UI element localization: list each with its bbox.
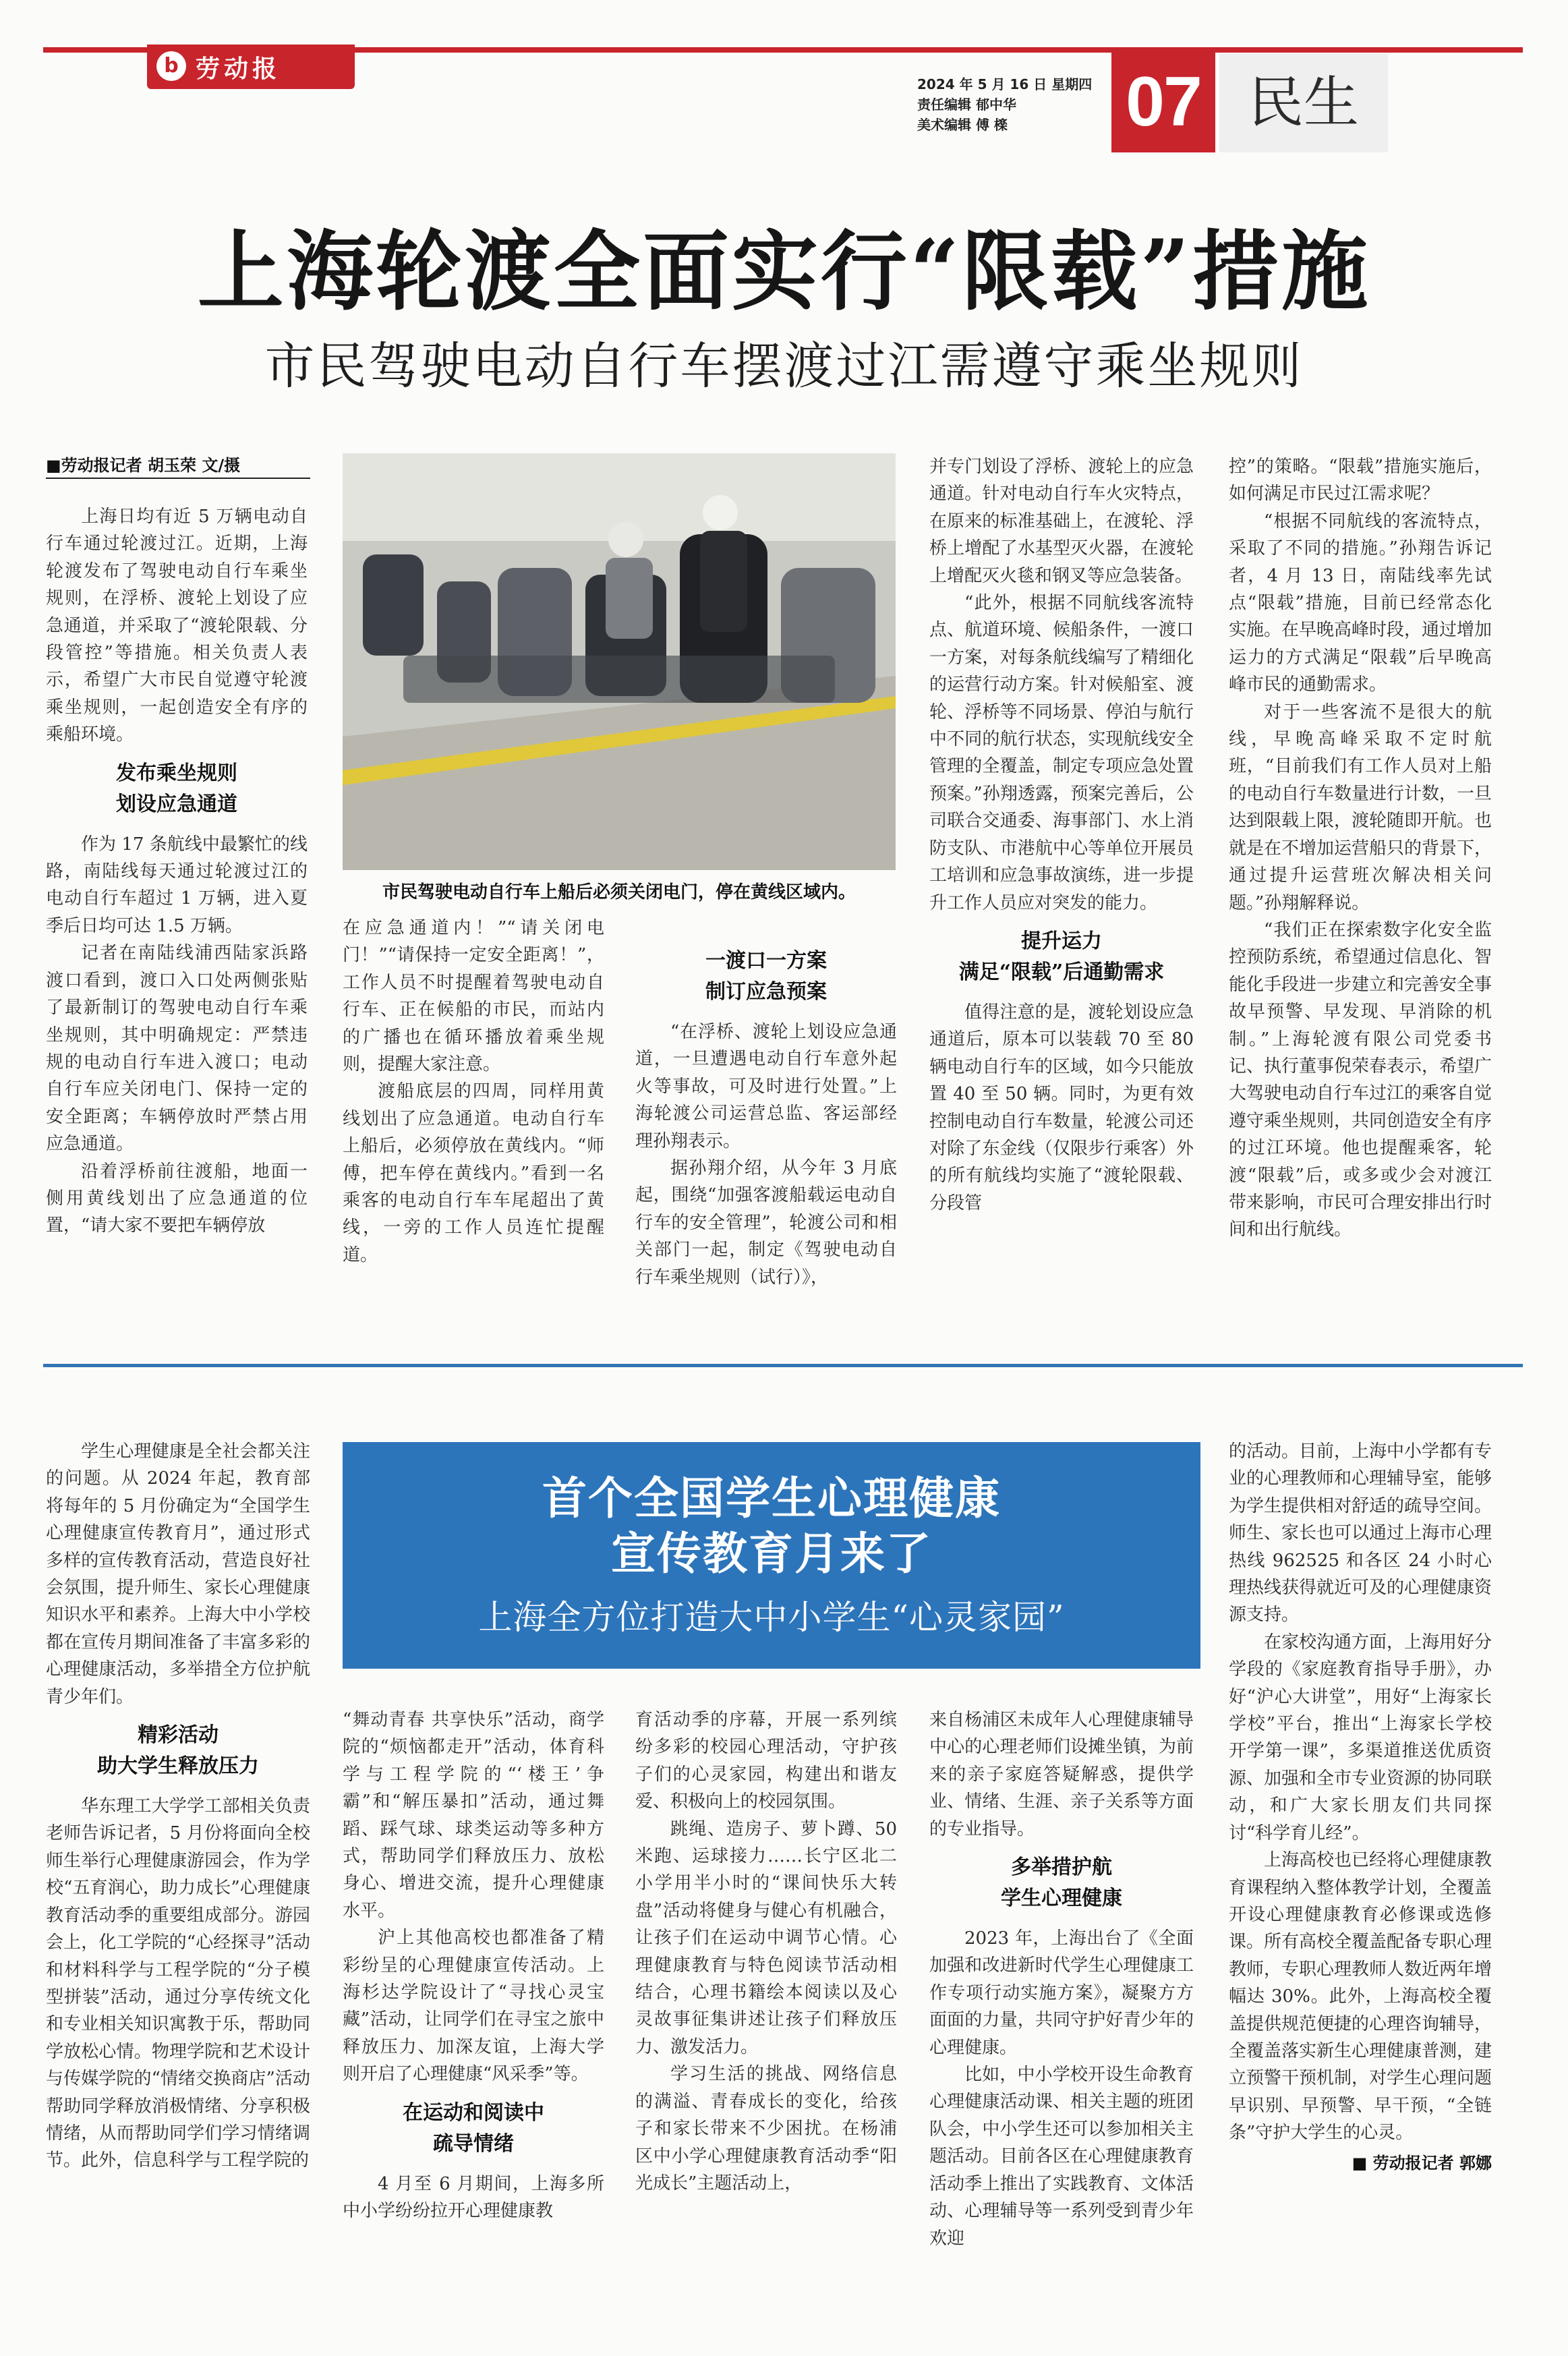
paragraph: “我们正在探索数字化安全监控预防系统，希望通过信息化、智能化手段进一步建立和完善安全事故早预警、早发现、早消除的机制。”上海轮渡有限公司党委书记、执行董事倪荣春表示，希望广大驾驶电动自行车过江的乘客自觉遵守乘坐规则，共同创造安全有序的过江环境。他也提醒乘客，轮渡“限载”后，或多或少会对渡江带来影响，市民可合理安排出行时间和出行航线。	[1229, 919, 1492, 1240]
paragraph: 在应急通道内！”“请关闭电门！”“请保持一定安全距离！”，工作人员不时提醒着驾驶电动自行车、正在候船的市民，而站内的广播也在循环播放着乘坐规则，提醒大家注意。	[343, 918, 604, 1075]
article2-column-5	[1229, 1438, 1492, 2173]
paragraph: 比如，中小学校开设生命教育心理健康活动课、相关主题的班团队会，中小学生还可以参加相关主题活动。目前各区在心理健康教育活动季上推出了实践教育、文体活动、心理辅导等一系列受到青少年欢迎	[929, 2065, 1194, 2249]
article2-column-4	[929, 1706, 1194, 2252]
paragraph: 并专门划设了浮桥、渡轮上的应急通道。针对电动自行车火灾特点，在原来的标准基础上，在渡轮、浮桥上增配了水基型灭火器，在渡轮上增配灭火毯和钢叉等应急装备。	[929, 457, 1194, 586]
news-photo	[343, 453, 896, 870]
article-headline: 上海轮渡全面实行“限载”措施	[197, 221, 1371, 322]
article2-column-3	[635, 1706, 903, 2197]
article1-column-4	[929, 453, 1200, 1217]
article2-byline: ■ 劳动报记者 郭娜	[1352, 2153, 1492, 2173]
paragraph: 在家校沟通方面，上海用好分学段的《家庭教育指导手册》，办好“沪心大讲堂”，用好“上海家长学校”平台，推出“上海家长学校开学第一课”，多渠道推送优质资源、加强和全市专业资源的协同联动，和广大家长朋友们共同探讨“科学育儿经”。	[1229, 1632, 1492, 1843]
paragraph: 上海日均有近 5 万辆电动自行车通过轮渡过江。近期，上海轮渡发布了驾驶电动自行车乘坐规则，在浮桥、渡轮上划设了应急通道，并采取了“渡轮限载、分段管控”等措施。相关负责人表示，希望广大市民自觉遵守轮渡乘坐规则，一起创造安全有序的乘船环境。	[46, 507, 308, 745]
article1-column-5	[1229, 453, 1492, 1244]
section-subhead: 发布乘坐规则 划设应急通道	[116, 761, 237, 816]
paragraph: 2023 年，上海出台了《全面加强和改进新时代学生心理健康工作专项行动实施方案》，凝聚方方面面的力量，共同守护好青少年的心理健康。	[929, 1928, 1194, 2058]
paragraph: “此外，根据不同航线客流特点、航道环境、候船条件，一渡口一方案，对每条航线编写了精细化的运营行动方案。针对候船室、渡轮、浮桥等不同场景、停泊与航行中不同的航行状态，实现航线安全管理的全覆盖，制定专项应急处置预案。”孙翔透露，预案完善后，公司联合交通委、海事部门、水上消防支队、市港航中心等单位开展员工培训和应急事故演练，进一步提升工作人员应对突发的能力。	[929, 593, 1194, 913]
paragraph: 沪上其他高校也都准备了精彩纷呈的心理健康宣传活动。上海杉达学院设计了“寻找心灵宝藏”活动，让同学们在寻宝之旅中释放压力、加深友谊，上海大学则开启了心理健康“风采季”等。	[343, 1928, 604, 2085]
paragraph: 学生心理健康是全社会都关注的问题。从 2024 年起，教育部将每年的 5 月份确定为“全国学生心理健康宣传教育月”，通过形式多样的宣传教育活动，营造良好社会氛围，提升师生、家长心理健康知识水平和素养。上海大中小学校都在宣传月期间准备了丰富多彩的心理健康活动，多举措全方位护航青少年们。	[46, 1441, 310, 1707]
article-subheadline: 市民驾驶电动自行车摆渡过江需遵守乘坐规则	[264, 337, 1304, 395]
article-divider	[43, 1364, 1523, 1367]
paragraph: 渡船底层的四周，同样用黄线划出了应急通道。电动自行车上船后，必须停放在黄线内。“师傅，把车停在黄线内。”看到一名乘客的电动自行车车尾超出了黄线，一旁的工作人员连忙提醒道。	[343, 1081, 604, 1265]
logo-mark-icon: b	[156, 51, 186, 81]
paragraph: 来自杨浦区未成年人心理健康辅导中心的心理老师们设摊坐镇，为前来的亲子家庭答疑解惑，提供学业、情绪、生涯、亲子关系等方面的专业指导。	[929, 1710, 1194, 1839]
byline-rule	[46, 478, 310, 479]
article2-subheadline: 上海全方位打造大中小学生“心灵家园”	[478, 1598, 1065, 1637]
paragraph: 对于一些客流不是很大的航线，早晚高峰采取不定时航班，“目前我们有工作人员对上船的电动自行车数量进行计数，一旦达到限载上限，渡轮随即开航。也就是在不增加运营船只的背景下，通过提升运营班次解决相关问题。”孙翔解释说。	[1229, 701, 1492, 913]
paragraph: “根据不同航线的客流特点，采取了不同的措施。”孙翔告诉记者，4 月 13 日，南陆线率先试点“限载”措施，目前已经常态化实施。在早晚高峰时段，通过增加运力的方式满足“限载”后早晚高峰市民的通勤需求。	[1229, 511, 1492, 695]
paragraph: 学习生活的挑战、网络信息的满溢、青春成长的变化，给孩子和家长带来不少困扰。在杨浦区中小学心理健康教育活动季“阳光成长”主题活动上，	[635, 2064, 897, 2193]
article2-column-1	[46, 1438, 310, 2175]
logo-text: 劳动报	[196, 55, 281, 83]
paragraph: 值得注意的是，渡轮划设应急通道后，原本可以装载 70 至 80 辆电动自行车的区域，如今只能放置 40 至 50 辆。同时，为更有效控制电动自行车数量，轮渡公司还对除了东金线（仅限步行乘客）外的所有航线均实施了“渡轮限载、分段管	[929, 1002, 1200, 1213]
article1-column-3	[635, 946, 897, 1291]
section-subhead: 一渡口一方案 制订应急预案	[705, 949, 827, 1004]
section-subhead: 提升运力 满足“限载”后通勤需求	[958, 929, 1165, 984]
paragraph: 作为 17 条航线中最繁忙的线路，南陆线每天通过轮渡过江的电动自行车超过 1 万辆，进入夏季后日均可达 1.5 万辆。	[46, 834, 308, 936]
paragraph: 的活动。目前，上海中小学都有专业的心理教师和心理辅导室，能够为学生提供相对舒适的疏导空间。师生、家长也可以通过上海市心理热线 962525 和各区 24 小时心理热线获得就近可及的心理健康资源支持。	[1229, 1441, 1492, 1626]
paragraph: 上海高校也已经将心理健康教育课程纳入整体教学计划，全覆盖开设心理健康教育必修课或选修课。所有高校全覆盖配备专职心理教师，专职心理教师人数近两年增幅达 30%。此外，上海高校全覆盖提供规范便捷的心理咨询辅导，全覆盖落实新生心理健康普测，建立预警干预机制，对学生心理问题早识别、早预警、早干预，“全链条”守护大学生的心灵。	[1229, 1850, 1492, 2144]
section-subhead: 多举措护航 学生心理健康	[1001, 1856, 1122, 1911]
section-name: 民生	[1219, 54, 1388, 152]
article1-column-2	[343, 915, 604, 1269]
paragraph: 4 月至 6 月期间，上海多所中小学纷纷拉开心理健康教	[343, 2173, 604, 2222]
paragraph: 沿着浮桥前往渡船，地面一侧用黄线划出了应急通道的位置，“请大家不要把车辆停放	[46, 1161, 308, 1236]
editor-credit: 责任编辑 郁中华	[917, 96, 1016, 113]
article2-banner	[343, 1442, 1200, 1669]
paragraph: 控”的策略。“限载”措施实施后，如何满足市民过江需求呢？	[1229, 457, 1492, 505]
art-editor-credit: 美术编辑 傅 檪	[917, 117, 1008, 133]
paragraph: “在浮桥、渡轮上划设应急通道，一旦遭遇电动自行车意外起火等事故，可及时进行处置。”上海轮渡公司运营总监、客运部经理孙翔表示。	[635, 1022, 897, 1151]
page-number: 07	[1111, 51, 1215, 152]
paragraph: 华东理工大学学工部相关负责老师告诉记者，5 月份将面向全校师生举行心理健康游园会，作为学校“五育润心，助力成长”心理健康教育活动季的重要组成部分。游园会上，化工学院的“心经探寻”活动和材料科学与工程学院的“分子模型拼装”活动，通过分享传统文化和专业相关知识寓教于乐，帮助同学放松心情。物理学院和艺术设计与传媒学院的“情绪交换商店”活动帮助同学释放消极情绪、分享积极情绪，从而帮助同学们学习情绪调节。此外，信息科学与工程学院的	[46, 1796, 310, 2171]
article2-headline-line2: 宣传教育月来了	[611, 1527, 932, 1580]
issue-info	[917, 74, 1092, 135]
issue-date: 2024 年 5 月 16 日 星期四	[917, 76, 1093, 92]
byline: ■劳动报记者 胡玉荣 文/摄	[46, 456, 241, 475]
photo-caption: 市民驾驶电动自行车上船后必须关闭电门，停在黄线区域内。	[382, 882, 856, 902]
paragraph: 据孙翔介绍，从今年 3 月底起，围绕“加强客渡船载运电动自行车的安全管理”，轮渡公司和相关部门一起，制定《驾驶电动自行车乘坐规则（试行）》，	[635, 1158, 897, 1288]
article1-column-1	[46, 503, 308, 1240]
article2-column-2	[343, 1706, 604, 2225]
section-subhead: 精彩活动 助大学生释放压力	[97, 1723, 259, 1779]
paragraph: “舞动青春 共享快乐”活动，商学院的“烦恼都走开”活动，体育科学与工程学院的“‘楼王’争霸”和“解压暴扣”活动，通过舞蹈、踩气球、球类运动等多种方式，帮助同学们释放压力、放松身心、增进交流，提升心理健康水平。	[343, 1710, 604, 1921]
paragraph: 记者在南陆线浦西陆家浜路渡口看到，渡口入口处两侧张贴了最新制订的驾驶电动自行车乘坐规则，其中明确规定：严禁违规的电动自行车进入渡口；电动自行车应关闭电门、保持一定的安全距离；车辆停放时严禁占用应急通道。	[46, 943, 308, 1155]
article2-headline-line1: 首个全国学生心理健康	[542, 1472, 1001, 1524]
ferry-deck-photo	[343, 453, 896, 870]
section-subhead: 在运动和阅读中 疏导情绪	[403, 2100, 544, 2156]
paragraph: 跳绳、造房子、萝卜蹲、50 米跑、运球接力……长宁区北二小学用半小时的“课间快乐大转盘”活动将健身与健心有机融合，让孩子们在运动中调节心情。心理健康教育与特色阅读节活动相结合，心理书籍绘本阅读以及心灵故事征集讲述让孩子们释放压力、激发活力。	[635, 1818, 903, 2057]
paragraph: 育活动季的序幕，开展一系列缤纷多彩的校园心理活动，守护孩子们的心灵家园，构建出和谐友爱、积极向上的校园氛围。	[635, 1710, 897, 1812]
